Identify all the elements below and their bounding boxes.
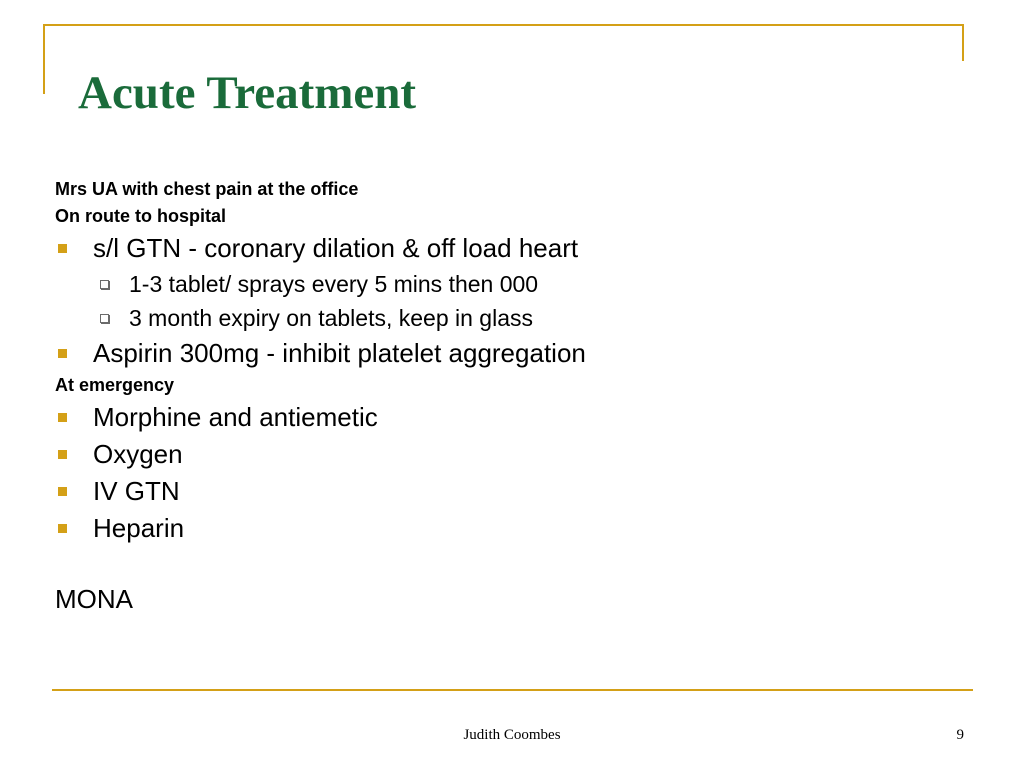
bullet-item: [55, 399, 955, 436]
bullet-text: Heparin: [93, 513, 185, 543]
square-bullet-icon: [58, 487, 67, 496]
bullet-item: [55, 436, 955, 473]
square-bullet-icon: [58, 413, 67, 422]
bullet-text: IV GTN: [93, 476, 180, 506]
sub-bullet-text: 1-3 tablet/ sprays every 5 mins then 000: [129, 271, 539, 297]
hollow-square-bullet-icon: [100, 314, 109, 323]
slide-title: Acute Treatment: [78, 67, 417, 119]
bullet-item: [55, 473, 955, 510]
bullet-item: [55, 335, 955, 372]
slide-content: [55, 176, 955, 618]
bullet-item: [55, 230, 955, 267]
bullet-text: s/l GTN - coronary dilation & off load heart: [93, 233, 579, 263]
hollow-square-bullet-icon: [100, 280, 109, 289]
page-number: 9: [956, 727, 964, 743]
acronym-text: MONA: [55, 584, 133, 614]
sub-bullet-item: [55, 301, 955, 335]
bullet-text: Oxygen: [93, 439, 183, 469]
square-bullet-icon: [58, 244, 67, 253]
footer-rule: [52, 689, 973, 691]
sub-bullet-text: 3 month expiry on tablets, keep in glass: [129, 305, 534, 331]
sub-bullet-item: [55, 267, 955, 301]
footer-author: Judith Coombes: [463, 727, 561, 743]
bullet-text: Aspirin 300mg - inhibit platelet aggregation: [93, 338, 586, 368]
frame-top-rule: [43, 24, 964, 26]
frame-left-rule: [43, 24, 45, 94]
spacer: [55, 547, 955, 581]
square-bullet-icon: [58, 524, 67, 533]
frame-right-rule: [962, 24, 964, 61]
subheading-scenario: Mrs UA with chest pain at the office: [55, 179, 359, 199]
bullet-item: [55, 510, 955, 547]
subheading-on-route: On route to hospital: [55, 206, 226, 226]
square-bullet-icon: [58, 349, 67, 358]
subheading-at-emergency: At emergency: [55, 375, 175, 395]
bullet-text: Morphine and antiemetic: [93, 402, 378, 432]
square-bullet-icon: [58, 450, 67, 459]
